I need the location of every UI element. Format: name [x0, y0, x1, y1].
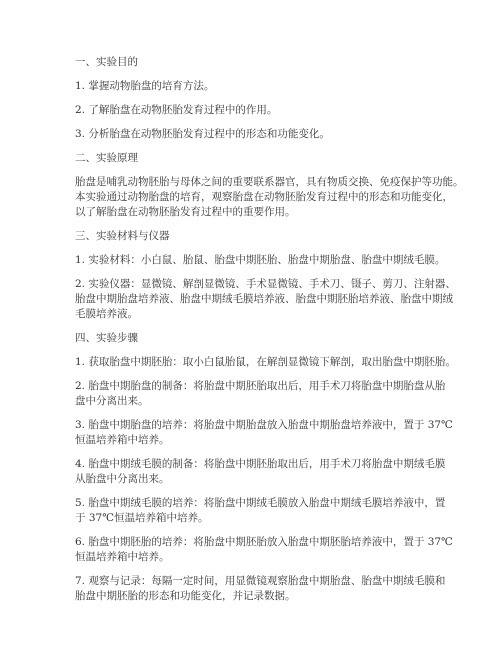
step-3-line-1: 3. 胎盘中期胎盘的培养：将胎盘中期胎盘放入胎盘中期胎盘培养液中，置于 37℃: [75, 419, 453, 431]
step-7-line-2: 胎盘中期胚胎的形态和功能变化，并记录数据。: [75, 590, 296, 602]
principle-paragraph-line-1: 胎盘是哺乳动物胚胎与母体之间的重要联系器官，具有物质交换、免疫保护等功能。: [75, 176, 464, 188]
step-4-line-2: 从胎盘中分离出来。: [75, 473, 170, 485]
materials-item-2-line-2: 胎盘中期胎盘培养液、胎盘中期绒毛膜培养液、胎盘中期胚胎培养液、胎盘中期绒: [75, 293, 453, 305]
purpose-item-2: 2. 了解胎盘在动物胚胎发育过程中的作用。: [75, 104, 278, 116]
principle-paragraph-line-2: 本实验通过动物胎盘的培育，观察胎盘在动物胚胎发育过程中的形态和功能变化，: [75, 191, 453, 203]
section-heading-principle: 二、实验原理: [75, 152, 138, 164]
step-6-line-2: 恒温培养箱中培养。: [75, 551, 170, 563]
step-6-line-1: 6. 胎盘中期胚胎的培养：将胎盘中期胚胎放入胎盘中期胚胎培养液中，置于 37℃: [75, 536, 453, 548]
step-2-line-1: 2. 胎盘中期胎盘的制备：将胎盘中期胚胎取出后，用手术刀将胎盘中期胎盘从胎: [75, 380, 446, 392]
step-2-line-2: 盘中分离出来。: [75, 395, 149, 407]
step-1: 1. 获取胎盘中期胚胎：取小白鼠胎鼠，在解剖显微镜下解剖，取出胎盘中期胚胎。: [75, 356, 456, 368]
materials-item-2-line-3: 毛膜培养液。: [75, 308, 138, 320]
materials-item-2-line-1: 2. 实验仪器：显微镜、解剖显微镜、手术显微镜、手术刀、镊子、剪刀、注射器、: [75, 278, 456, 290]
purpose-item-3: 3. 分析胎盘在动物胚胎发育过程中的形态和功能变化。: [75, 128, 330, 140]
step-4-line-1: 4. 胎盘中期绒毛膜的制备：将胎盘中期胚胎取出后，用手术刀将胎盘中期绒毛膜: [75, 458, 446, 470]
principle-paragraph-line-3: 以了解胎盘在动物胚胎发育过程中的重要作用。: [75, 206, 296, 218]
step-5-line-1: 5. 胎盘中期绒毛膜的培养：将胎盘中期绒毛膜放入胎盘中期绒毛膜培养液中，置: [75, 497, 446, 509]
materials-item-1: 1. 实验材料：小白鼠、胎鼠、胎盘中期胚胎、胎盘中期胎盘、胎盘中期绒毛膜。: [75, 254, 446, 266]
step-7-line-1: 7. 观察与记录：每隔一定时间，用显微镜观察胎盘中期胎盘、胎盘中期绒毛膜和: [75, 575, 446, 587]
step-3-line-2: 恒温培养箱中培养。: [75, 434, 170, 446]
section-heading-purpose: 一、实验目的: [75, 56, 138, 68]
section-heading-steps: 四、实验步骤: [75, 332, 138, 344]
section-heading-materials: 三、实验材料与仪器: [75, 230, 170, 242]
step-5-line-2: 于 37℃恒温培养箱中培养。: [75, 512, 209, 524]
purpose-item-1: 1. 掌握动物胎盘的培育方法。: [75, 80, 215, 92]
